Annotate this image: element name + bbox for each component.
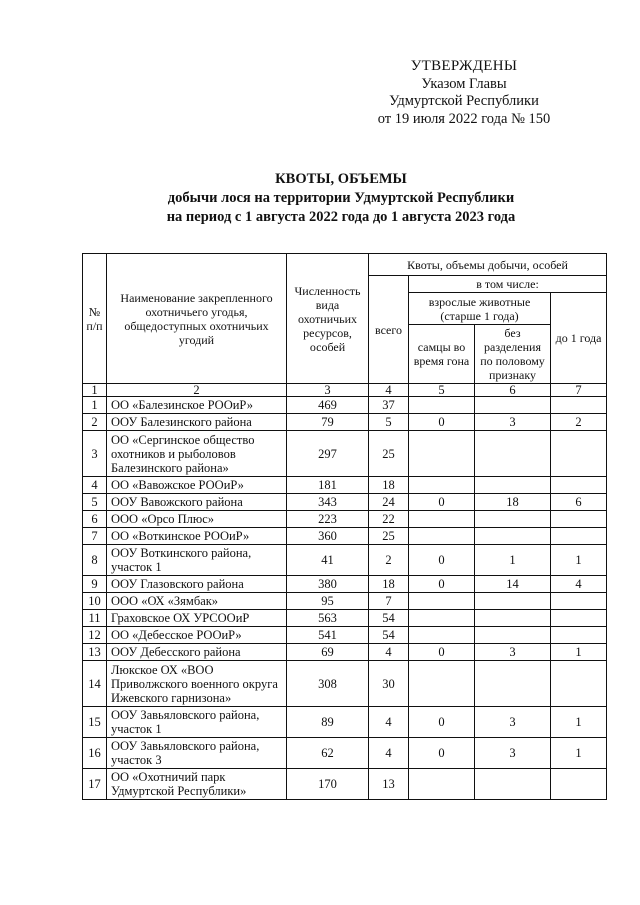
table-row xyxy=(83,738,607,769)
table-body xyxy=(83,397,607,800)
hunting-ground-name: ООО «ОХ «Зямбак» xyxy=(107,593,287,610)
quota-no-sex: 3 xyxy=(475,644,551,661)
header-quota-group: Квоты, объемы добычи, особей xyxy=(369,254,607,276)
quota-males-rut: 0 xyxy=(409,576,475,593)
row-number: 16 xyxy=(83,738,107,769)
approval-heading: УТВЕРЖДЕНЫ xyxy=(410,58,518,74)
quota-males-rut xyxy=(409,661,475,707)
col-number: 1 xyxy=(83,384,107,397)
quota-total: 25 xyxy=(369,528,409,545)
quota-males-rut xyxy=(409,431,475,477)
quota-young xyxy=(551,511,607,528)
table-row xyxy=(83,661,607,707)
row-number: 17 xyxy=(83,769,107,800)
quota-no-sex xyxy=(475,477,551,494)
col-number: 6 xyxy=(475,384,551,397)
quota-young xyxy=(551,477,607,494)
title-line-1: КВОТЫ, ОБЪЕМЫ xyxy=(275,171,407,187)
header-total: всего xyxy=(369,276,409,384)
hunting-ground-name: ОО «Вавожское РООиР» xyxy=(107,477,287,494)
row-number: 14 xyxy=(83,661,107,707)
quota-no-sex xyxy=(475,431,551,477)
quota-no-sex xyxy=(475,528,551,545)
table-row xyxy=(83,414,607,431)
quota-no-sex xyxy=(475,593,551,610)
row-number: 5 xyxy=(83,494,107,511)
quota-young xyxy=(551,610,607,627)
row-number: 13 xyxy=(83,644,107,661)
quota-total: 24 xyxy=(369,494,409,511)
table-row xyxy=(83,576,607,593)
table-row xyxy=(83,511,607,528)
table-row xyxy=(83,431,607,477)
col-number: 7 xyxy=(551,384,607,397)
population-count: 308 xyxy=(287,661,369,707)
hunting-ground-name: ОО «Дебесское РООиР» xyxy=(107,627,287,644)
quota-young xyxy=(551,528,607,545)
header-num: № п/п xyxy=(83,254,107,384)
hunting-ground-name: ООУ Завьяловского района, участок 1 xyxy=(107,707,287,738)
table-row xyxy=(83,707,607,738)
header-males-rut: самцы во время гона xyxy=(409,325,475,384)
header-young: до 1 года xyxy=(551,293,607,384)
population-count: 469 xyxy=(287,397,369,414)
hunting-ground-name: ООУ Вавожского района xyxy=(107,494,287,511)
row-number: 3 xyxy=(83,431,107,477)
quota-males-rut: 0 xyxy=(409,494,475,511)
population-count: 69 xyxy=(287,644,369,661)
hunting-ground-name: ОО «Охотничий парк Удмуртской Республики» xyxy=(107,769,287,800)
header-adults: взрослые животные (старше 1 года) xyxy=(409,293,551,325)
table-row xyxy=(83,477,607,494)
hunting-ground-name: ООУ Дебесского района xyxy=(107,644,287,661)
quota-young: 1 xyxy=(551,707,607,738)
header-including: в том числе: xyxy=(409,276,607,293)
quota-males-rut xyxy=(409,769,475,800)
quota-males-rut xyxy=(409,610,475,627)
quota-no-sex: 3 xyxy=(475,738,551,769)
table-row xyxy=(83,397,607,414)
header-population: Численность вида охотничьих ресурсов, особей xyxy=(287,254,369,384)
quota-total: 4 xyxy=(369,738,409,769)
row-number: 11 xyxy=(83,610,107,627)
population-count: 89 xyxy=(287,707,369,738)
quota-males-rut: 0 xyxy=(409,545,475,576)
document-title xyxy=(96,170,586,227)
table-row xyxy=(83,593,607,610)
population-count: 223 xyxy=(287,511,369,528)
quota-total: 54 xyxy=(369,610,409,627)
title-line-2: добычи лося на территории Удмуртской Республики xyxy=(167,190,515,206)
hunting-ground-name: ООУ Глазовского района xyxy=(107,576,287,593)
quota-total: 37 xyxy=(369,397,409,414)
population-count: 62 xyxy=(287,738,369,769)
population-count: 79 xyxy=(287,414,369,431)
row-number: 12 xyxy=(83,627,107,644)
table-row xyxy=(83,494,607,511)
approval-line-decree: Указом Главы xyxy=(421,75,507,92)
quota-total: 2 xyxy=(369,545,409,576)
quota-young: 4 xyxy=(551,576,607,593)
quota-males-rut xyxy=(409,511,475,528)
population-count: 360 xyxy=(287,528,369,545)
quota-no-sex: 18 xyxy=(475,494,551,511)
row-number: 2 xyxy=(83,414,107,431)
col-number: 4 xyxy=(369,384,409,397)
column-numbers-row xyxy=(83,384,607,397)
quota-males-rut xyxy=(409,593,475,610)
hunting-ground-name: ОО «Воткинское РООиР» xyxy=(107,528,287,545)
quota-males-rut: 0 xyxy=(409,707,475,738)
quota-total: 54 xyxy=(369,627,409,644)
hunting-ground-name: Граховское ОХ УРСООиР xyxy=(107,610,287,627)
row-number: 15 xyxy=(83,707,107,738)
quota-no-sex xyxy=(475,627,551,644)
row-number: 10 xyxy=(83,593,107,610)
row-number: 7 xyxy=(83,528,107,545)
quota-young: 1 xyxy=(551,545,607,576)
quota-young xyxy=(551,431,607,477)
quota-young xyxy=(551,397,607,414)
population-count: 563 xyxy=(287,610,369,627)
col-number: 2 xyxy=(107,384,287,397)
table-row xyxy=(83,627,607,644)
header-name: Наименование закрепленного охотничьего угодья, общедоступных охотничьих угодий xyxy=(107,254,287,384)
quota-no-sex: 1 xyxy=(475,545,551,576)
quota-males-rut: 0 xyxy=(409,414,475,431)
row-number: 4 xyxy=(83,477,107,494)
quota-young: 1 xyxy=(551,738,607,769)
quota-total: 18 xyxy=(369,576,409,593)
population-count: 95 xyxy=(287,593,369,610)
population-count: 170 xyxy=(287,769,369,800)
hunting-ground-name: ООУ Балезинского района xyxy=(107,414,287,431)
quota-young xyxy=(551,627,607,644)
col-number: 3 xyxy=(287,384,369,397)
quota-males-rut xyxy=(409,397,475,414)
quota-males-rut xyxy=(409,528,475,545)
quota-total: 18 xyxy=(369,477,409,494)
quota-no-sex: 3 xyxy=(475,707,551,738)
population-count: 297 xyxy=(287,431,369,477)
quota-young: 1 xyxy=(551,644,607,661)
quota-young xyxy=(551,769,607,800)
population-count: 41 xyxy=(287,545,369,576)
hunting-ground-name: ОО «Балезинское РООиР» xyxy=(107,397,287,414)
table-row xyxy=(83,528,607,545)
quota-total: 4 xyxy=(369,644,409,661)
row-number: 8 xyxy=(83,545,107,576)
hunting-ground-name: ОО «Сергинское общество охотников и рыболовов Балезинского района» xyxy=(107,431,287,477)
quota-no-sex xyxy=(475,661,551,707)
quota-young xyxy=(551,593,607,610)
row-number: 6 xyxy=(83,511,107,528)
population-count: 380 xyxy=(287,576,369,593)
title-line-3: на период с 1 августа 2022 года до 1 августа 2023 года xyxy=(166,209,516,225)
hunting-ground-name: ООО «Орсо Плюс» xyxy=(107,511,287,528)
quota-total: 7 xyxy=(369,593,409,610)
quota-total: 13 xyxy=(369,769,409,800)
quota-no-sex xyxy=(475,511,551,528)
header-no-sex: без разделения по половому признаку xyxy=(475,325,551,384)
quota-young xyxy=(551,661,607,707)
population-count: 343 xyxy=(287,494,369,511)
quota-males-rut: 0 xyxy=(409,738,475,769)
quota-total: 5 xyxy=(369,414,409,431)
quota-males-rut: 0 xyxy=(409,644,475,661)
quota-no-sex: 14 xyxy=(475,576,551,593)
quota-total: 30 xyxy=(369,661,409,707)
table-row xyxy=(83,644,607,661)
row-number: 9 xyxy=(83,576,107,593)
table-row xyxy=(83,769,607,800)
quota-no-sex xyxy=(475,769,551,800)
quota-total: 25 xyxy=(369,431,409,477)
population-count: 181 xyxy=(287,477,369,494)
quota-total: 22 xyxy=(369,511,409,528)
approval-line-republic: Удмуртской Республики xyxy=(389,93,539,109)
quota-males-rut xyxy=(409,627,475,644)
quota-young: 2 xyxy=(551,414,607,431)
quota-young: 6 xyxy=(551,494,607,511)
quota-no-sex: 3 xyxy=(475,414,551,431)
hunting-ground-name: ООУ Воткинского района, участок 1 xyxy=(107,545,287,576)
table-row xyxy=(83,545,607,576)
col-number: 5 xyxy=(409,384,475,397)
quota-no-sex xyxy=(475,610,551,627)
approval-block xyxy=(344,58,584,128)
quota-males-rut xyxy=(409,477,475,494)
quota-table xyxy=(82,253,607,800)
row-number: 1 xyxy=(83,397,107,414)
quota-no-sex xyxy=(475,397,551,414)
table-header xyxy=(83,254,607,397)
approval-line-date: от 19 июля 2022 года № 150 xyxy=(377,110,551,127)
table-row xyxy=(83,610,607,627)
population-count: 541 xyxy=(287,627,369,644)
quota-total: 4 xyxy=(369,707,409,738)
hunting-ground-name: Люкское ОХ «ВОО Приволжского военного округа Ижевского гарнизона» xyxy=(107,661,287,707)
hunting-ground-name: ООУ Завьяловского района, участок 3 xyxy=(107,738,287,769)
